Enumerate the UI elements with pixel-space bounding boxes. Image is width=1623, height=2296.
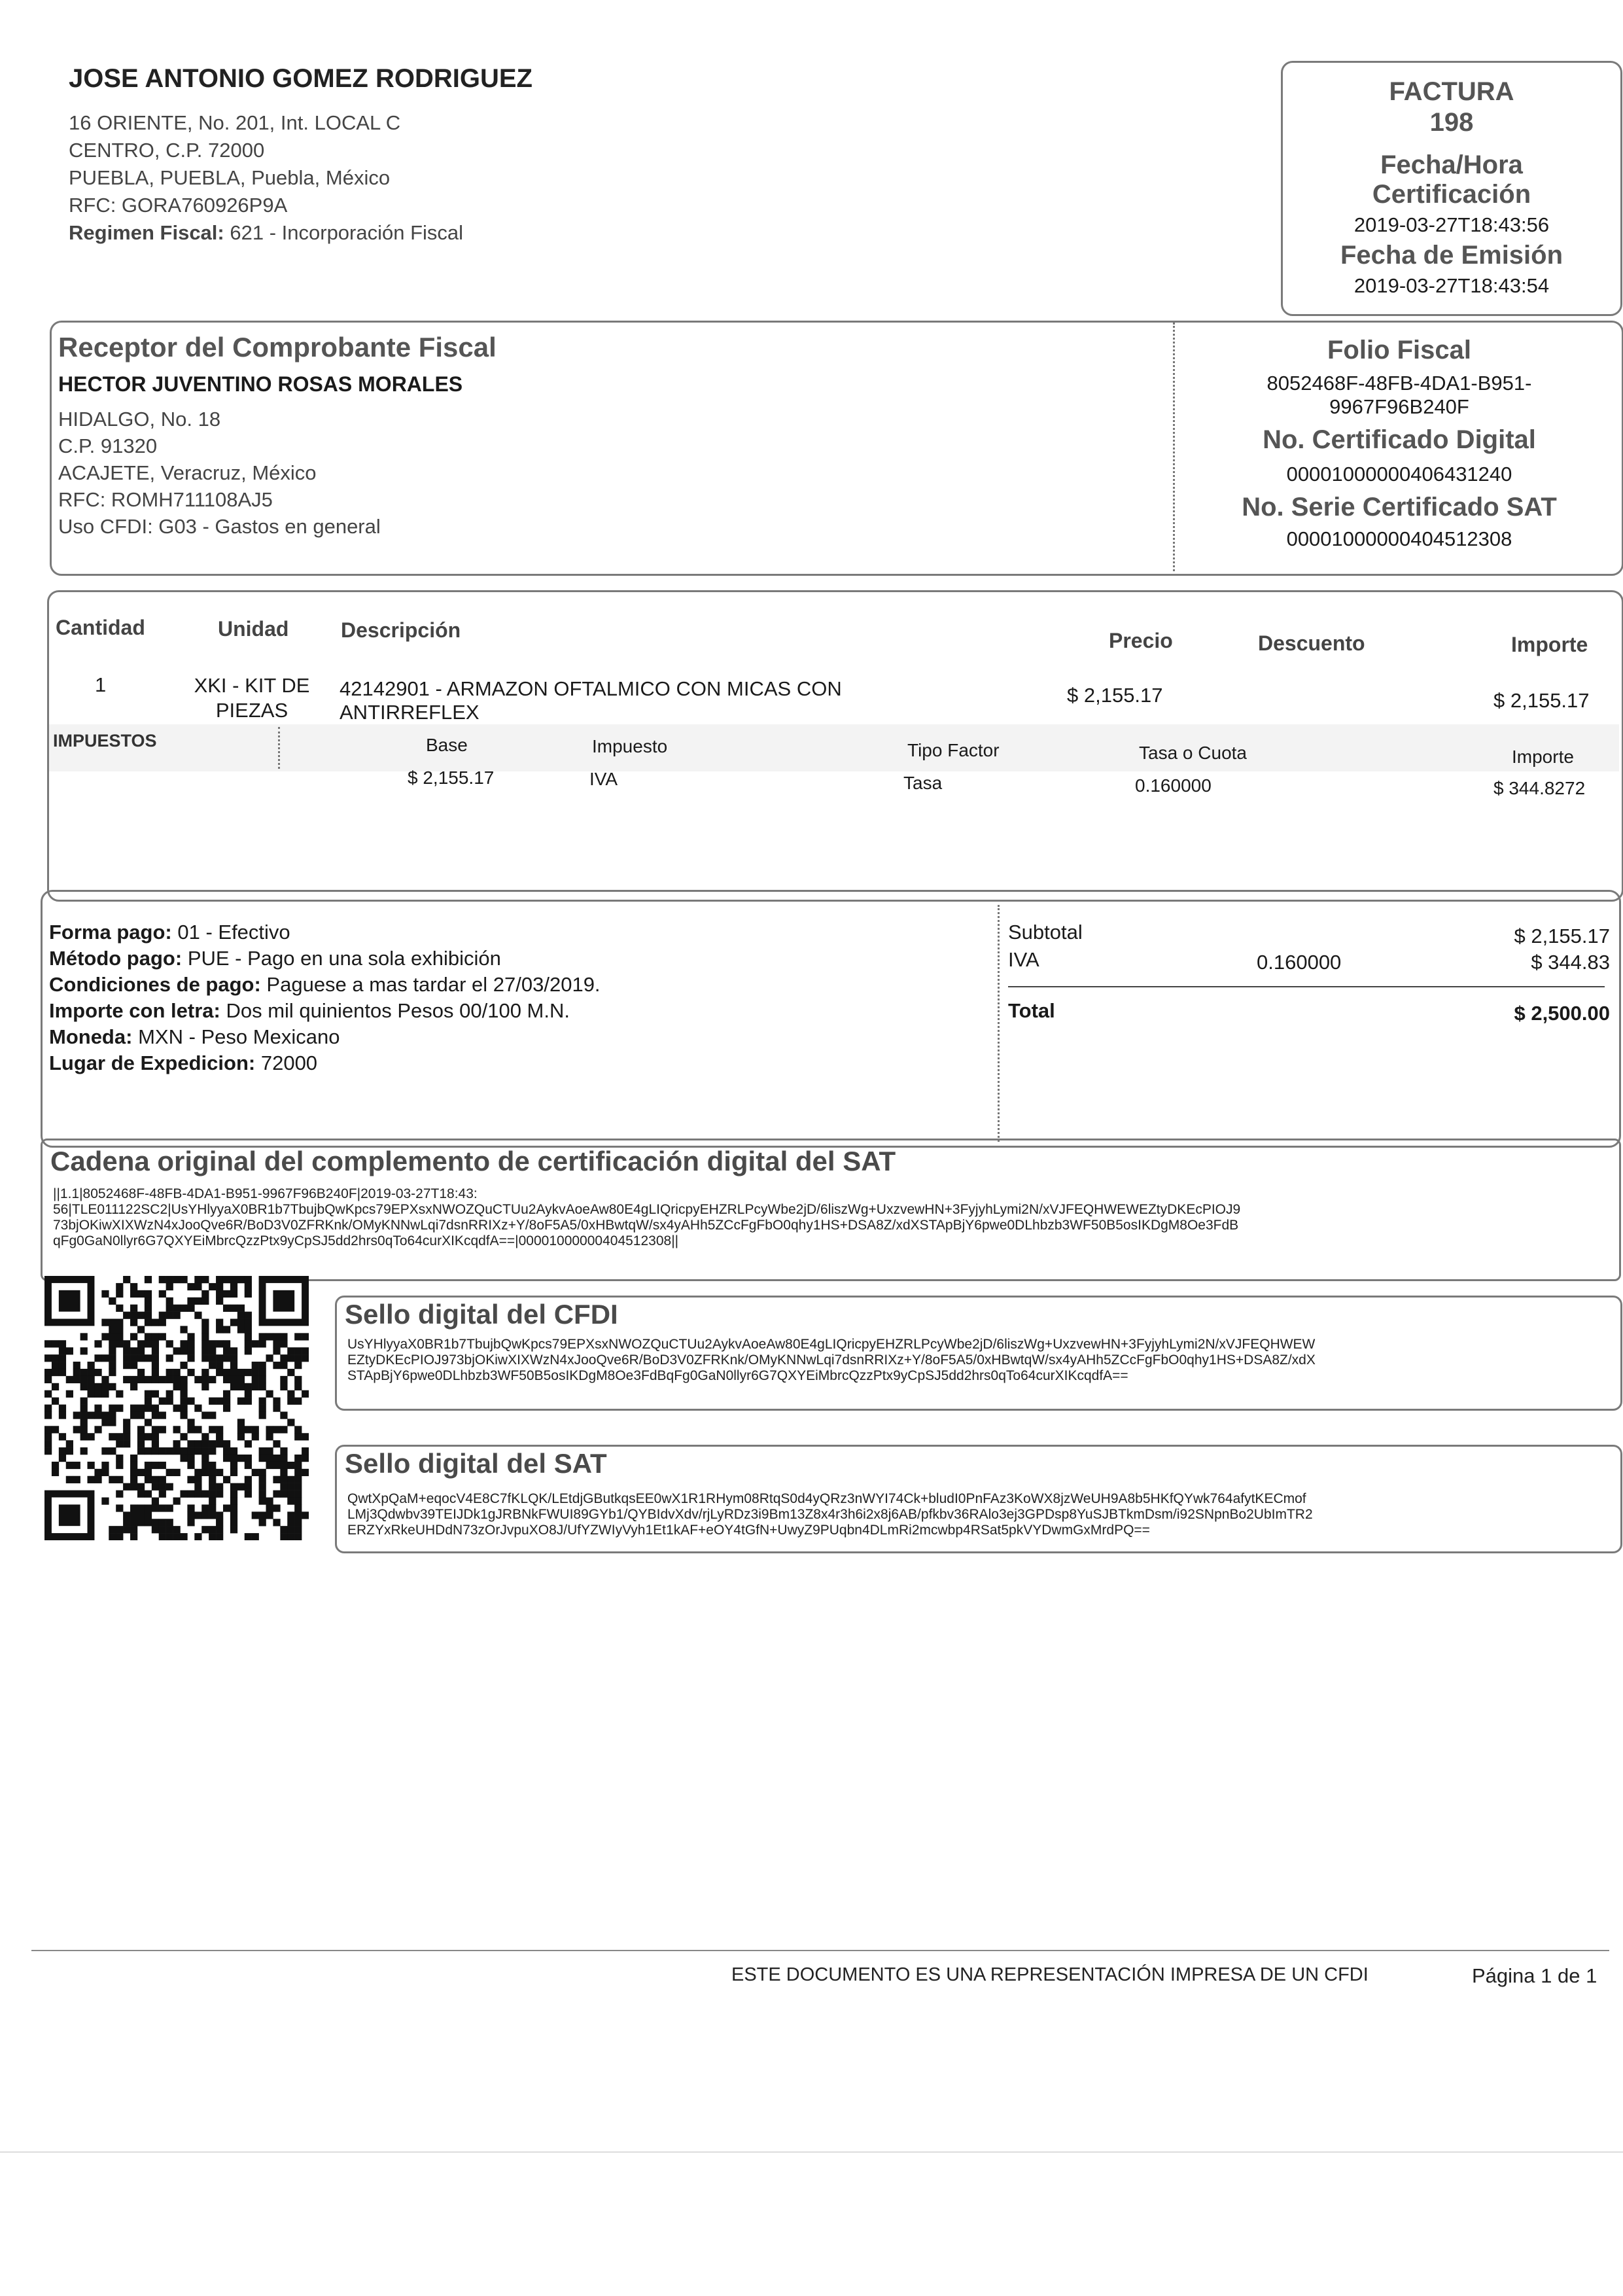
folio-label: Folio Fiscal bbox=[1327, 336, 1472, 364]
folio-value-1: 8052468F-48FB-4DA1-B951- bbox=[1266, 372, 1532, 395]
cadena-text bbox=[53, 1186, 1603, 1249]
importe-letra-label: Importe con letra: bbox=[49, 999, 220, 1022]
row-unidad-2: PIEZAS bbox=[215, 699, 288, 722]
tax-impuesto: IVA bbox=[589, 769, 618, 789]
cert-label-1: Fecha/Hora bbox=[1380, 150, 1523, 179]
cert-label-2: Certificación bbox=[1372, 180, 1531, 209]
issuer-rfc: RFC: GORA760926P9A bbox=[69, 194, 288, 217]
receptor-name: HECTOR JUVENTINO ROSAS MORALES bbox=[58, 372, 463, 396]
cadena-line-4: qFg0GaN0llyr6G7QXYEiMbrcQzzPtx9yCpSJ5dd2hrs0qTo64curXIKcqdfA==|00001000000404512308|| bbox=[53, 1233, 679, 1248]
iva-value: $ 344.83 bbox=[1531, 951, 1610, 974]
issuer-name: JOSE ANTONIO GOMEZ RODRIGUEZ bbox=[69, 64, 532, 93]
folio-value-2: 9967F96B240F bbox=[1329, 395, 1469, 418]
condiciones-value: Paguese a mas tardar el 27/03/2019. bbox=[266, 973, 601, 996]
metodo-pago bbox=[49, 945, 601, 972]
lugar-expedicion bbox=[49, 1050, 601, 1076]
row-descripcion-1: 42142901 - ARMAZON OFTALMICO CON MICAS CON bbox=[340, 677, 842, 700]
importe-letra bbox=[49, 998, 601, 1024]
cadena-line-1: ||1.1|8052468F-48FB-4DA1-B951-9967F96B240F|2019-03-27T18:43: bbox=[53, 1186, 478, 1201]
row-unidad-1: XKI - KIT DE bbox=[194, 674, 310, 697]
totals-divider bbox=[998, 905, 1000, 1142]
header-descripcion: Descripción bbox=[341, 618, 461, 642]
receptor-uso-cfdi: Uso CFDI: G03 - Gastos en general bbox=[58, 515, 381, 538]
tax-header-tasa: Tasa o Cuota bbox=[1139, 743, 1247, 763]
subtotal-label: Subtotal bbox=[1008, 921, 1083, 944]
moneda-label: Moneda: bbox=[49, 1025, 133, 1048]
cadena-box bbox=[41, 1139, 1621, 1281]
row-cantidad: 1 bbox=[95, 673, 107, 696]
metodo-pago-value: PUE - Pago en una sola exhibición bbox=[187, 947, 501, 970]
subtotal-value: $ 2,155.17 bbox=[1514, 925, 1610, 947]
cadena-line-3: 73bjOKiwXIXWzN4xJooQve6R/BoD3V0ZFRKnk/OMyKNNwLqi7dsnRRIXz+Y/8oF5A5/0xHBwtqW/sx4yAHh5ZCcFgFbO0qhy1HS+DSA8Z/xdXSTApBjY6pwe0DLhbzb3WF50B5osIKDgM8Oe3FdB bbox=[53, 1218, 1239, 1233]
condiciones-label: Condiciones de pago: bbox=[49, 973, 261, 996]
issuer-block bbox=[69, 64, 788, 247]
row-descripcion bbox=[340, 677, 842, 724]
sello-sat-text bbox=[347, 1491, 1610, 1538]
tax-header-tipo: Tipo Factor bbox=[907, 740, 1000, 760]
sello-cfdi-line-2: EZtyDKEcPIOJ973bjOKiwXIXWzN4xJooQve6R/BoD3V0ZFRKnk/OMyKNNwLqi7dsnRRIXz+Y/8oF5A5/0xHBwtqW/sx4yAHh5ZCcFgFbO0qhy1HS+DSA8Z/xdX bbox=[347, 1352, 1316, 1368]
moneda bbox=[49, 1024, 601, 1050]
scan-edge bbox=[0, 2151, 1623, 2153]
lugar-label: Lugar de Expedicion: bbox=[49, 1051, 256, 1074]
tax-header-base: Base bbox=[426, 735, 468, 755]
moneda-value: MXN - Peso Mexicano bbox=[138, 1025, 340, 1048]
forma-pago bbox=[49, 919, 601, 945]
row-precio: $ 2,155.17 bbox=[1067, 684, 1163, 707]
page-number: Página 1 de 1 bbox=[1472, 1964, 1597, 1987]
sat-serie-label: No. Serie Certificado SAT bbox=[1242, 493, 1557, 521]
invoice-number: 198 bbox=[1429, 108, 1474, 137]
tax-tipo: Tasa bbox=[903, 773, 943, 793]
emision-label: Fecha de Emisión bbox=[1340, 241, 1563, 270]
sello-sat-line-1: QwtXpQaM+eqocV4E8C7fKLQK/LEtdjGButkqsEE0wX1R1RHym08RtqS0d4yQRz3nWYI74Ck+bludI0PnFAz3KoWX8jzWeUH9A8b5HKfQYwk764afytKECmof bbox=[347, 1491, 1306, 1506]
issuer-regimen-label: Regimen Fiscal: bbox=[69, 221, 224, 244]
sello-sat-line-3: ERZYxRkeUHDdN73zOrJvpuXO8J/UfYZWIyVyh1Et1kAF+eOY4tGfN+UwyZ9PUqbn4DLmRi2mcwbp4RSat5pkVYDwmGxMrdPQ== bbox=[347, 1523, 1150, 1538]
total-rule bbox=[1008, 986, 1605, 987]
issuer-address-1: 16 ORIENTE, No. 201, Int. LOCAL C bbox=[69, 111, 401, 134]
issuer-regimen bbox=[69, 219, 788, 247]
invoice-info-box bbox=[1281, 61, 1622, 316]
taxes-band bbox=[49, 724, 1619, 771]
qr-code-graphic bbox=[44, 1276, 309, 1540]
forma-pago-label: Forma pago: bbox=[49, 921, 172, 944]
metodo-pago-label: Método pago: bbox=[49, 947, 183, 970]
footer-note: ESTE DOCUMENTO ES UNA REPRESENTACIÓN IMPRESA DE UN CFDI bbox=[731, 1964, 1369, 1985]
sello-cfdi-line-3: STApBjY6pwe0DLhbzb3WF50B5osIKDgM8Oe3FdBqFg0GaN0llyr6G7QXYEiMbrcQzzPtx9yCpSJ5dd2hrs0qTo64curXIKcqdfA== bbox=[347, 1368, 1128, 1383]
header-unidad: Unidad bbox=[218, 617, 289, 641]
receptor-address-1: HIDALGO, No. 18 bbox=[58, 408, 221, 431]
cert-digital-value: 00001000000406431240 bbox=[1286, 463, 1512, 486]
taxes-divider bbox=[278, 727, 280, 769]
header-cantidad: Cantidad bbox=[56, 616, 145, 639]
cadena-title: Cadena original del complemento de certificación digital del SAT bbox=[50, 1146, 896, 1176]
fiscal-info bbox=[1177, 336, 1622, 551]
sello-sat-box bbox=[335, 1445, 1622, 1553]
items-table bbox=[47, 590, 1623, 902]
condiciones-pago bbox=[49, 972, 601, 998]
issuer-address-2: CENTRO, C.P. 72000 bbox=[69, 139, 265, 162]
invoice-type: FACTURA bbox=[1389, 77, 1514, 106]
row-unidad bbox=[180, 673, 324, 723]
issuer-regimen-value: 621 - Incorporación Fiscal bbox=[230, 221, 464, 244]
sello-cfdi-line-1: UsYHlyyaX0BR1b7TbujbQwKpcs79EPXsxNWOZQuCTUu2AykvAoeAw80E4gLIQricpyEHZRLPcyWbe2jD/6liszWg+UxzvewHN+3FyjyhLymi2N/xVJFEQHWEW bbox=[347, 1337, 1316, 1352]
receptor-rfc: RFC: ROMH711108AJ5 bbox=[58, 488, 273, 511]
importe-letra-value: Dos mil quinientos Pesos 00/100 M.N. bbox=[226, 999, 570, 1022]
sello-cfdi-box bbox=[335, 1296, 1622, 1411]
tax-base: $ 2,155.17 bbox=[408, 768, 495, 788]
taxes-label: IMPUESTOS bbox=[53, 731, 157, 751]
total-label: Total bbox=[1008, 999, 1055, 1022]
cadena-line-2: 56|TLE011122SC2|UsYHlyyaX0BR1b7TbujbQwKpcs79EPXsxNWOZQuCTUu2AykvAoeAw80E4gLIQricpyEHZRLPcyWbe2jD/6liszWg+UxzvewHN+3FyjyhLymi2N/xVJFEQHWEWEZtyDKEcPIOJ9 bbox=[53, 1202, 1241, 1217]
payment-info bbox=[49, 919, 601, 1076]
sat-serie-value: 00001000000404512308 bbox=[1286, 527, 1512, 550]
tax-header-impuesto: Impuesto bbox=[592, 736, 668, 756]
header-importe: Importe bbox=[1511, 633, 1588, 656]
lugar-value: 72000 bbox=[260, 1051, 318, 1074]
sello-cfdi-text bbox=[347, 1337, 1610, 1384]
receptor-title: Receptor del Comprobante Fiscal bbox=[58, 332, 497, 362]
header-precio: Precio bbox=[1109, 629, 1173, 652]
iva-rate: 0.160000 bbox=[1257, 951, 1342, 974]
tax-importe: $ 344.8272 bbox=[1493, 778, 1586, 798]
receptor-address-2: C.P. 91320 bbox=[58, 434, 158, 457]
receptor-box bbox=[50, 321, 1623, 576]
qr-code-icon bbox=[44, 1276, 309, 1540]
issuer-address-3: PUEBLA, PUEBLA, Puebla, México bbox=[69, 166, 391, 189]
header-descuento: Descuento bbox=[1258, 631, 1365, 655]
row-descripcion-2: ANTIRREFLEX bbox=[340, 701, 480, 724]
row-importe: $ 2,155.17 bbox=[1493, 689, 1590, 712]
receptor-address-3: ACAJETE, Veracruz, México bbox=[58, 461, 317, 484]
sello-sat-title: Sello digital del SAT bbox=[345, 1448, 607, 1479]
tax-tasa: 0.160000 bbox=[1135, 775, 1212, 796]
forma-pago-value: 01 - Efectivo bbox=[177, 921, 290, 944]
cert-datetime: 2019-03-27T18:43:56 bbox=[1353, 213, 1550, 236]
cert-digital-label: No. Certificado Digital bbox=[1263, 425, 1536, 454]
iva-label: IVA bbox=[1008, 948, 1039, 971]
total-value: $ 2,500.00 bbox=[1514, 1002, 1610, 1025]
tax-header-importe: Importe bbox=[1512, 747, 1574, 767]
receptor-divider bbox=[1173, 323, 1175, 571]
sello-sat-line-2: LMj3Qdwbv39TEIJDk1gJRBNkFWUI89GYb1/QYBIdvXdv/rjLyRDz3i9Bm13Z8x4r3h6i2x8j6AB/pfkbv36RAlo3ej3GPDsp8YuSJBTkmDsm/i92SNpnBo2UbImTR2 bbox=[347, 1507, 1313, 1522]
footer-rule bbox=[31, 1950, 1609, 1951]
sello-cfdi-title: Sello digital del CFDI bbox=[345, 1299, 618, 1330]
payment-box bbox=[41, 890, 1621, 1148]
emision-datetime: 2019-03-27T18:43:54 bbox=[1353, 274, 1550, 297]
